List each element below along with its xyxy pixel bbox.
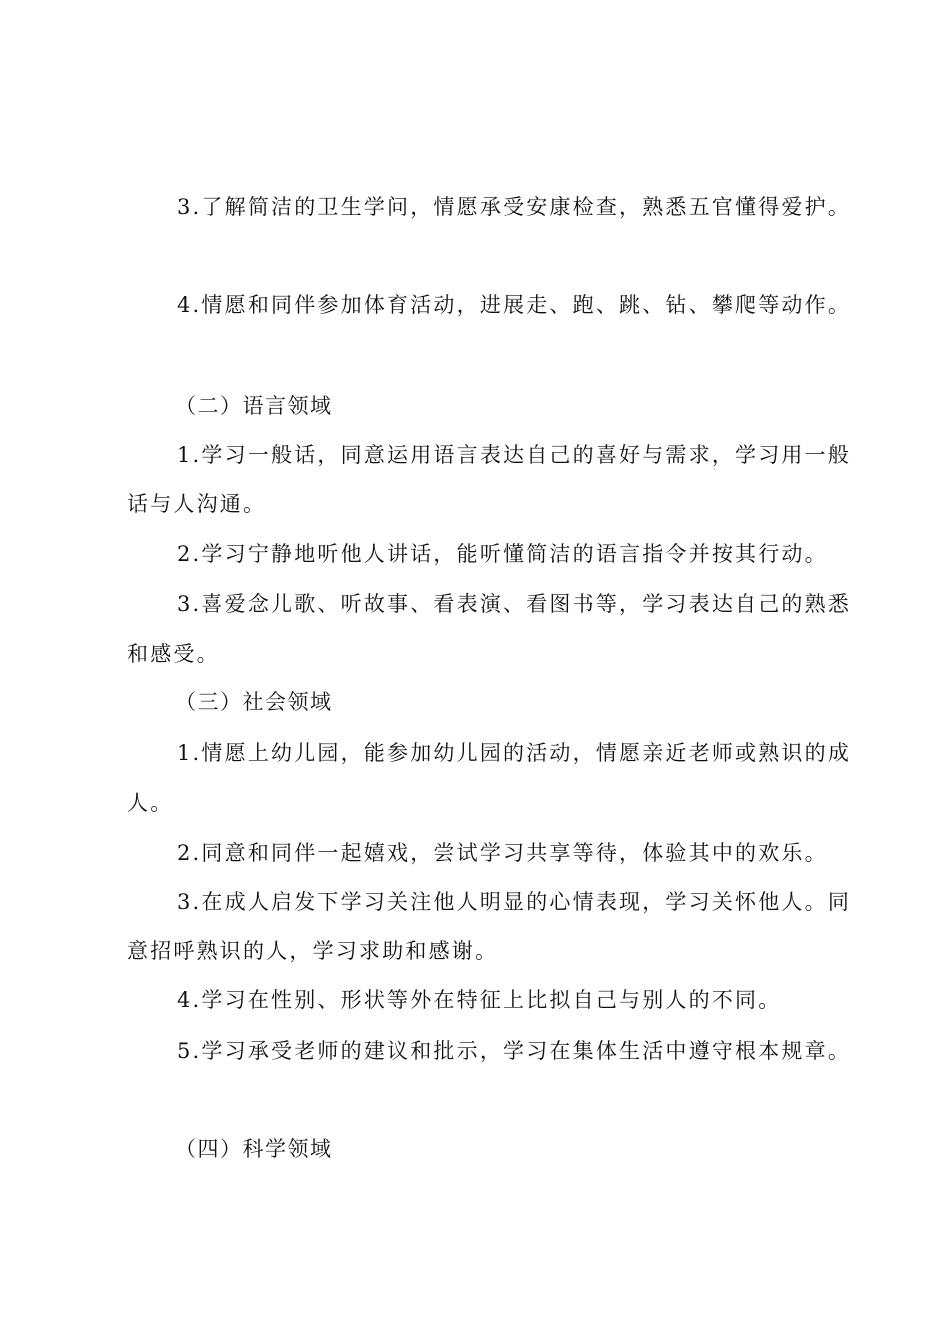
social-item-2: 2.同意和同伴一起嬉戏，尝试学习共享等待，体验其中的欢乐。 <box>177 841 828 865</box>
section-heading-science: （四）科学领域 <box>175 1137 333 1161</box>
social-item-5: 5.学习承受老师的建议和批示，学习在集体生活中遵守根本规章。 <box>177 1039 852 1063</box>
language-item-2: 2.学习宁静地听他人讲话，能听懂简洁的语言指令并按其行动。 <box>177 542 828 566</box>
social-item-4: 4.学习在性别、形状等外在特征上比拟自己与别人的不同。 <box>177 988 782 1012</box>
section-heading-social: （三）社会领域 <box>175 690 333 714</box>
language-item-3: 3.喜爱念儿歌、听故事、看表演、看图书等，学习表达自己的熟悉 <box>177 592 852 616</box>
section-heading-language: （二）语言领域 <box>175 394 333 418</box>
social-item-3-cont: 意招呼熟识的人，学习求助和感谢。 <box>127 939 499 963</box>
social-item-1-cont: 人。 <box>127 791 174 815</box>
health-item-4: 4.情愿和同伴参加体育活动，进展走、跑、跳、钻、攀爬等动作。 <box>177 293 852 317</box>
social-item-1: 1.情愿上幼儿园，能参加幼儿园的活动，情愿亲近老师或熟识的成 <box>177 741 852 765</box>
health-item-3: 3.了解简洁的卫生学问，情愿承受安康检查，熟悉五官懂得爱护。 <box>177 195 852 219</box>
language-item-3-cont: 和感受。 <box>127 642 220 666</box>
social-item-3: 3.在成人启发下学习关注他人明显的心情表现，学习关怀他人。同 <box>177 890 852 914</box>
language-item-1: 1.学习一般话，同意运用语言表达自己的喜好与需求，学习用一般 <box>177 443 852 467</box>
language-item-1-cont: 话与人沟通。 <box>127 492 267 516</box>
